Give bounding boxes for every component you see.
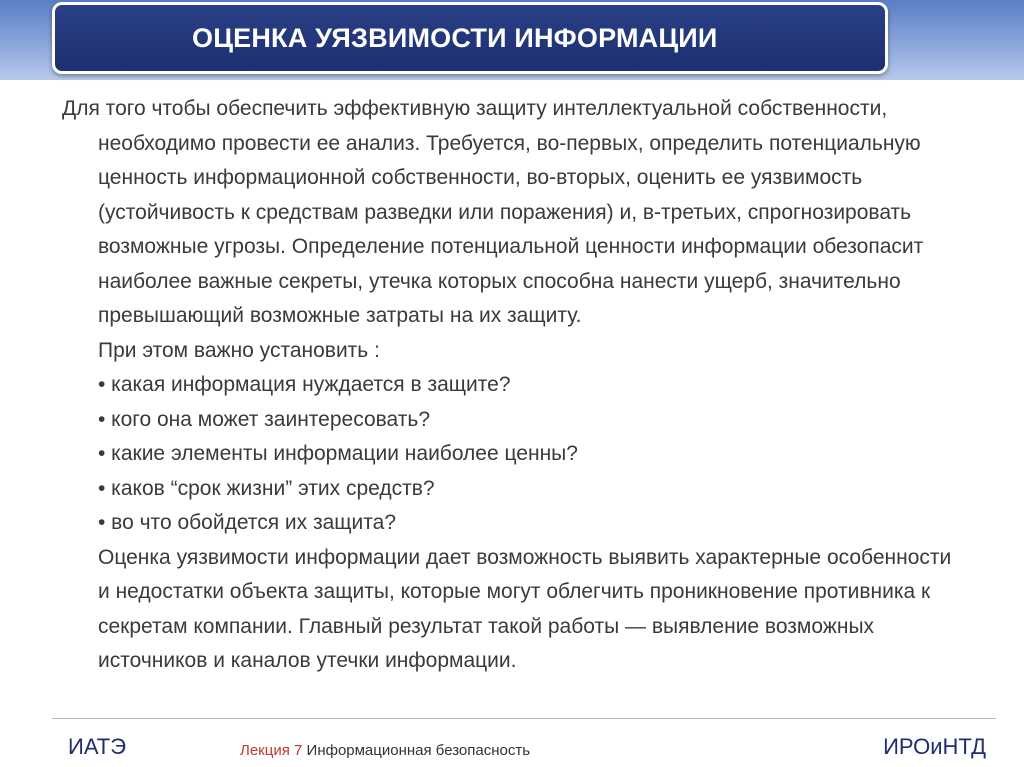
list-item: • во что обойдется их защита? [98, 511, 397, 534]
list-item: • каков “срок жизни” этих средств? [98, 476, 435, 500]
title-bar [52, 2, 888, 74]
footer-department: ИРОиНТД [883, 734, 986, 759]
slide-content [62, 92, 962, 679]
conclusion-paragraph: Оценка уязвимости информации дает возможность выявить характерные особенности и недостатки объекта защиты, которые могут облегчить проникновение противника к секретам компании. Главный результат такой работы — выявление возможных источников и каналов утечки информации. [98, 545, 952, 672]
lecture-number: Лекция 7 [240, 742, 303, 759]
footer-divider [52, 718, 996, 719]
list-item: • кого она может заинтересовать? [98, 407, 431, 431]
list-intro: При этом важно установить : [98, 338, 380, 362]
footer-institute: ИАТЭ [68, 734, 127, 759]
course-name: Информационная безопасность [306, 742, 531, 759]
footer-lecture [240, 742, 530, 759]
list-item: • какая информация нуждается в защите? [98, 373, 511, 396]
page-title: ОЦЕНКА УЯЗВИМОСТИ ИНФОРМАЦИИ [192, 22, 718, 53]
intro-paragraph: Для того чтобы обеспечить эффективную защиту интеллектуальной собственности, необходимо провести ее анализ. Требуется, во-первых, определить потенциальную ценность информационной собственности, во-вторых, оценить ее уязвимость (устойчивость к средствам разведки или поражения) и, в-третьих, спрогнозировать возможные угрозы. Определение потенциальной ценности информации обезопасит наиболее важные секреты, утечка которых способна нанести ущерб, значительно превышающий возможные затраты на их защиту. [62, 97, 924, 327]
list-item: • какие элементы информации наиболее ценны? [98, 442, 578, 465]
